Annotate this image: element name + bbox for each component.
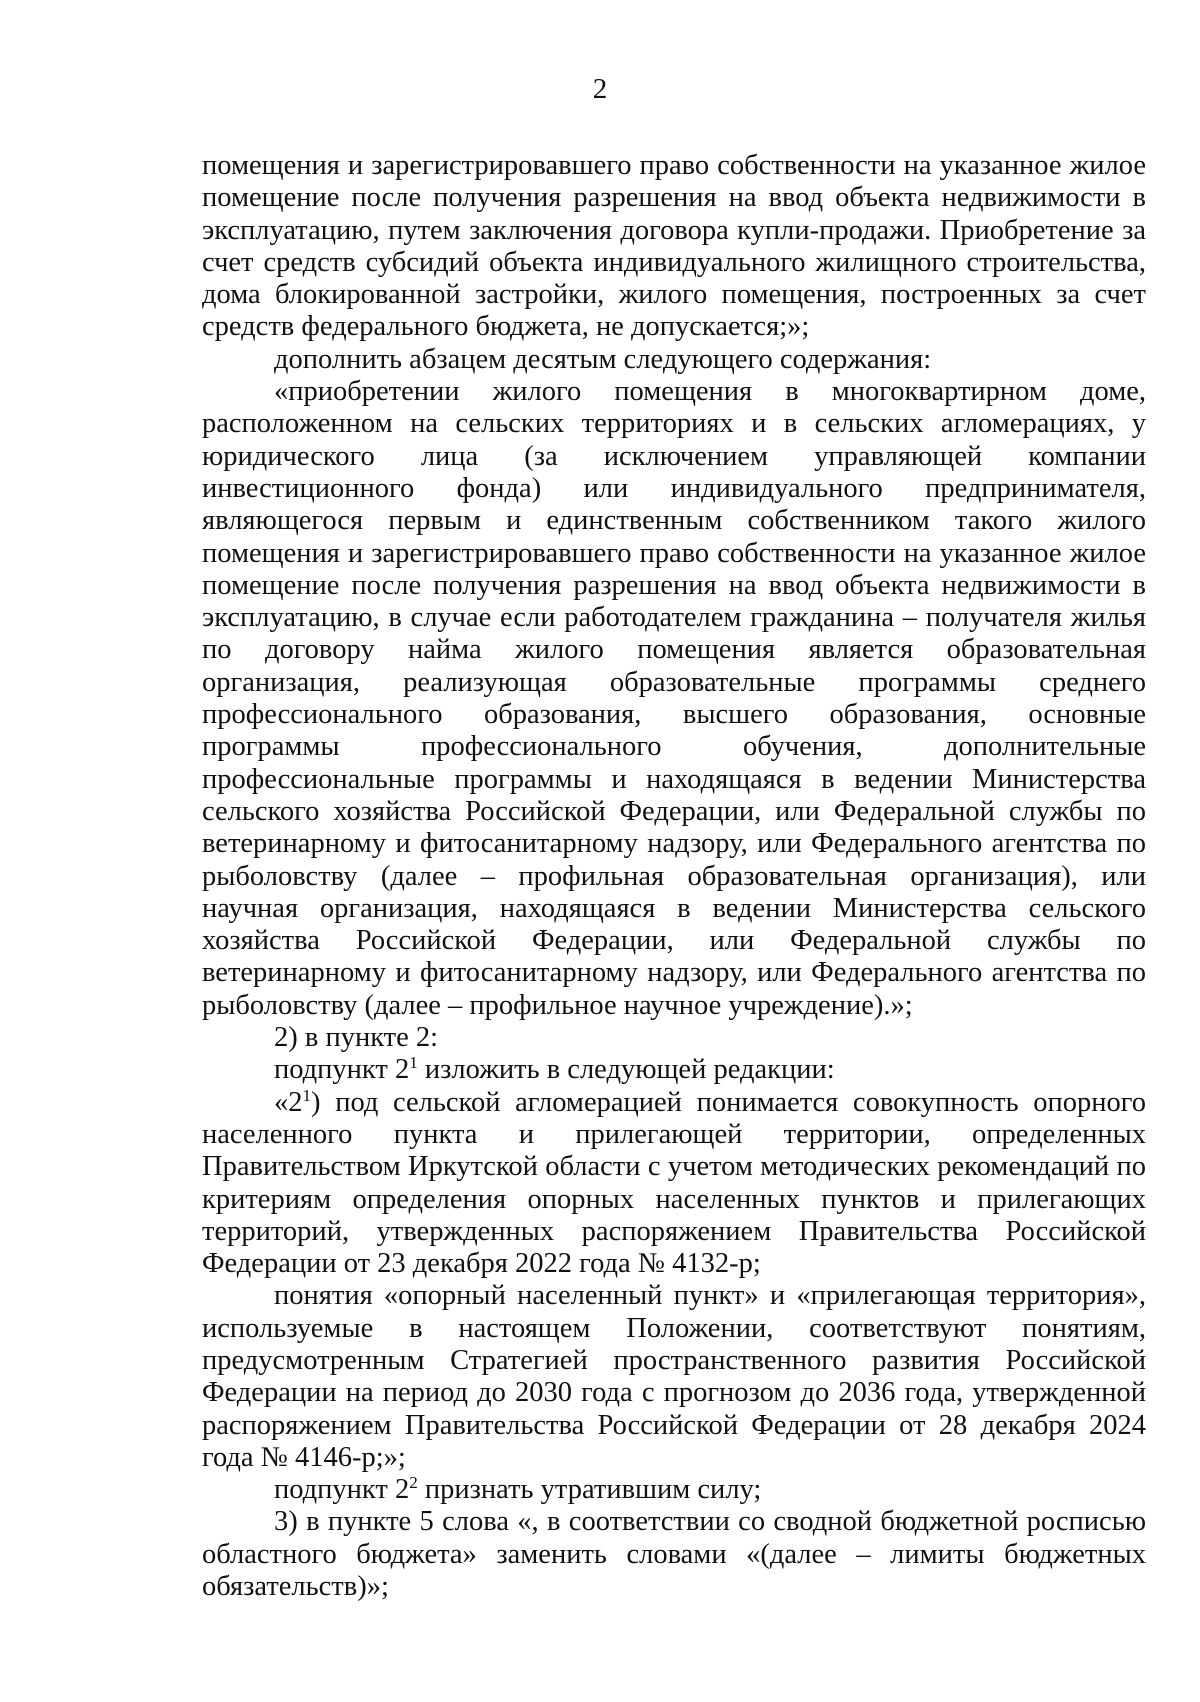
- paragraph-abzac-ten: «приобретении жилого помещения в многоквартирном доме, расположенном на сельских территориях и в сельских агломерациях, у юридического лица (за исключением управляющей компании инвестиционного фонда) или индивидуального предпринимателя, являющегося первым и единственным собственником такого жилого помещения и зарегистрировавшего право собственности на указанное жилое помещение после получения разрешения на ввод объекта недвижимости в эксплуатацию, в случае если работодателем гражданина – получателя жилья по договору найма жилого помещения является образовательная организация, реализующая образовательные программы среднего профессионального образования, высшего образования, основные программы профессионального обучения, дополнительные профессиональные программы и находящаяся в ведении Министерства сельского хозяйства Российской Федерации, или Федеральной службы по ветеринарному и фитосанитарному надзору, или Федерального агентства по рыболовству (далее – профильная образовательная организация), или научная организация, находящаяся в ведении Министерства сельского хозяйства Российской Федерации, или Федеральной службы по ветеринарному и фитосанитарному надзору, или Федерального агентства по рыболовству (далее – профильное научное учреждение).»;: [202, 376, 1146, 1021]
- superscript: 2: [409, 1472, 418, 1492]
- subitem-text: подпункт 2: [274, 1474, 410, 1506]
- paragraph-continuation: помещения и зарегистрировавшего право собственности на указанное жилое помещение после получения разрешения на ввод объекта недвижимости в эксплуатацию, путем заключения договора купли-продажи. Приобретение за счет средств субсидий объекта индивидуального жилищного строительства, дома блокированной застройки, жилого помещения, построенных за счет средств федерального бюджета, не допускается;»;: [202, 150, 1146, 343]
- definition-text: «2: [274, 1086, 303, 1118]
- superscript: 1: [409, 1053, 418, 1073]
- paragraph-subitem-2-1-definition: [202, 1087, 1146, 1281]
- subitem-text: изложить в следующей редакции:: [417, 1054, 835, 1086]
- paragraph-item-3: 3) в пункте 5 слова «, в соответствии со сводной бюджетной росписью областного бюджета» заменить словами «(далее – лимиты бюджетных обязательств)»;: [202, 1506, 1146, 1603]
- paragraph-subitem-2-1-instruction: [202, 1054, 1146, 1086]
- page-number: 2: [592, 73, 608, 105]
- document-body: [202, 150, 1146, 1603]
- paragraph-concepts: понятия «опорный населенный пункт» и «прилегающая территория», используемые в настоящем Положении, соответствуют понятиям, предусмотренным Стратегией пространственного развития Российской Федерации на период до 2030 года с прогнозом до 2036 года, утвержденной распоряжением Правительства Российской Федерации от 28 декабря 2024 года № 4146-р;»;: [202, 1280, 1146, 1473]
- superscript: 1: [302, 1085, 312, 1105]
- subitem-text: признать утратившим силу;: [417, 1474, 762, 1506]
- paragraph-item-2: 2) в пункте 2:: [274, 1022, 439, 1054]
- subitem-text: подпункт 2: [274, 1054, 410, 1086]
- definition-text: ) под сельской агломерацией понимается совокупность опорного населенного пункта и прилегающей территории, определенных Правительством Иркутской области с учетом методических рекомендаций по критериям определения опорных населенных пунктов и прилегающих территорий, утвержденных распоряжением Правительства Российской Федерации от 23 декабря 2022 года № 4132-р;: [202, 1086, 1146, 1280]
- paragraph-subitem-2-2: [202, 1474, 1146, 1506]
- paragraph-amendment-instruction: дополнить абзацем десятым следующего содержания:: [274, 343, 932, 375]
